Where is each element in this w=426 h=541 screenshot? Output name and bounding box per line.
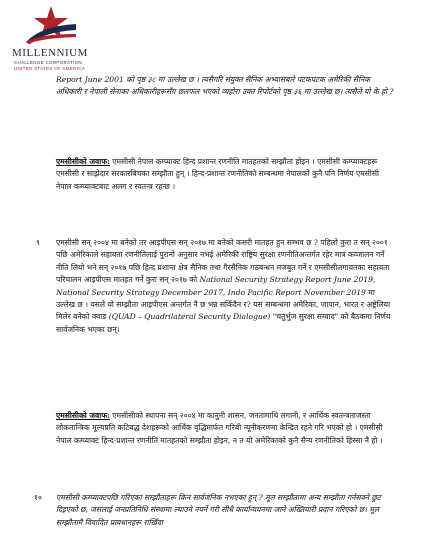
question-text: एमसीसी सन् २००४ मा बनेको तर आइपीएस सन् २०१७ मा बनेको कसरी मातहत हुन सम्भव छ ? पहिलो कुरा त सन् २००१ पछि अमेरिकाले सहायता रणनीतिलाई पुरानो अनुसार नभई अमेरिकी राष्ट्रिय सुरक्षा रणनीतिअन्तर्गत रहेर मात्र कव्जालन गर्ने नीति लियो भने सन् २०१७ पछि हिन्द प्रशान्त क्षेत्र सैनिक तथा गैरसैनिक गठबन्धन मजबुत गर्ने र एमसीसीलगायतका सहायता परिचालन आइपीएस मातहत गर्ने कुरा सन् २०१७ को	[56, 238, 390, 285]
mcc-answer-1	[56, 156, 396, 193]
answer-label: एमसीसीको जवाफ:	[56, 411, 110, 420]
question-10	[56, 492, 396, 529]
logo-name: MILLENNIUM	[12, 47, 88, 59]
question-number: ९	[36, 238, 40, 247]
answer-label: एमसीसीको जवाफ:	[56, 157, 110, 166]
logo-subtitle-2: UNITED STATES OF AMERICA	[14, 66, 86, 71]
star-flag-icon	[26, 4, 76, 44]
question-9	[56, 237, 396, 336]
question-number: १०	[34, 493, 42, 502]
answer-text: एमसीसीको स्थापना सन् २००४ मा कानुनी शासन, जनतामाथि लगानी, र आर्थिक स्वतन्त्रताजस्ता लोकतान्त्रिक मूल्यप्रति कटिबद्ध देशहरूको आर्थिक वृद्धिमार्फत गरिबी न्यूनीकरणमा केन्द्रित रहने गरि भएको हो । एमसीसी नेपाल कम्प्याक्ट हिन्द-प्रशान्त रणनीति मातहतको सम्झौता होइन, न त यो अमेरिकाको कुनै सैन्य रणनीतिको हिस्सा नै हो ।	[56, 411, 383, 445]
mcc-answer-2	[56, 410, 396, 447]
question-text: एमसीसी कम्प्याक्टपछि गरिएका सम्झौताहरू किन सार्वजनिक नभएका हुन् ? मूल सम्झौतामा अन्य सम्झौता गर्नसक्ने छुट दिइएको छ, जसलाई जनप्रतिनिधि संस्थामा ल्याउने नपर्ने गरी सीधै कार्यान्वयनमा जाने अख्तियारी प्रदान गरिएको छ। मूल सम्झौतामै विवादित प्रावधानहरू राखिँदा	[56, 493, 381, 527]
logo-subtitle: CHALLENGE CORPORATION	[14, 60, 82, 65]
quad-italic-text: (QUAD – Quadrilateral Security Dialogue)	[108, 312, 271, 322]
question-text-end: "चतुर्भुज सुरक्षा सम्वाद" को बैठकमा निर्णय सार्वजनिक भएका छन्।	[56, 312, 391, 334]
paragraph-report-reference	[56, 74, 396, 99]
question-text-continued: मा उल्लेख छ । यसले यो सम्झौता आइपीएस अन्तर्गत नै छ भन्न सकिँदैन र? यस सम्बन्धमा अमेरिका, जापान, भारत र अष्ट्रेलिया मिलेर बनेको क्वाड	[56, 287, 391, 322]
answer-text: एमसीसी नेपाल कम्प्याक्ट हिन्द प्रशान्त रणनीति मातहतको सम्झौता होइन । एमसीसी कम्प्याक्टहरू एमसीसी र साझेदार सरकारबिचका सम्झौता हुन् । हिन्द-प्रशान्त रणनीतिको सम्बन्धमा नेपालको कुनै पनि निर्णय एमसीसी नेपाल कम्प्याक्टबाट अलग र स्वतन्त्र रहन्छ ।	[56, 157, 379, 191]
question-italic-text: National Security Strategy Report June 2019, National Security Strategy December 2017, Indo Pacific Report November 2019	[56, 275, 376, 297]
paragraph-text: Report June 2001 को पृष्ठ ३८ मा उल्लेख छ । त्यसैगरि संयुक्त सैनिक अभ्यासबारे पटकपटक अमेरिकी सैनिक अधिकारी र नेपाली सेनाका अधिकारीहरूसँग छलफल भएको व्यहोरा उक्त रिपोर्टको पृष्ठ ३६ मा उल्लेख छ। त्यसैले यो के हो ?	[56, 75, 394, 97]
